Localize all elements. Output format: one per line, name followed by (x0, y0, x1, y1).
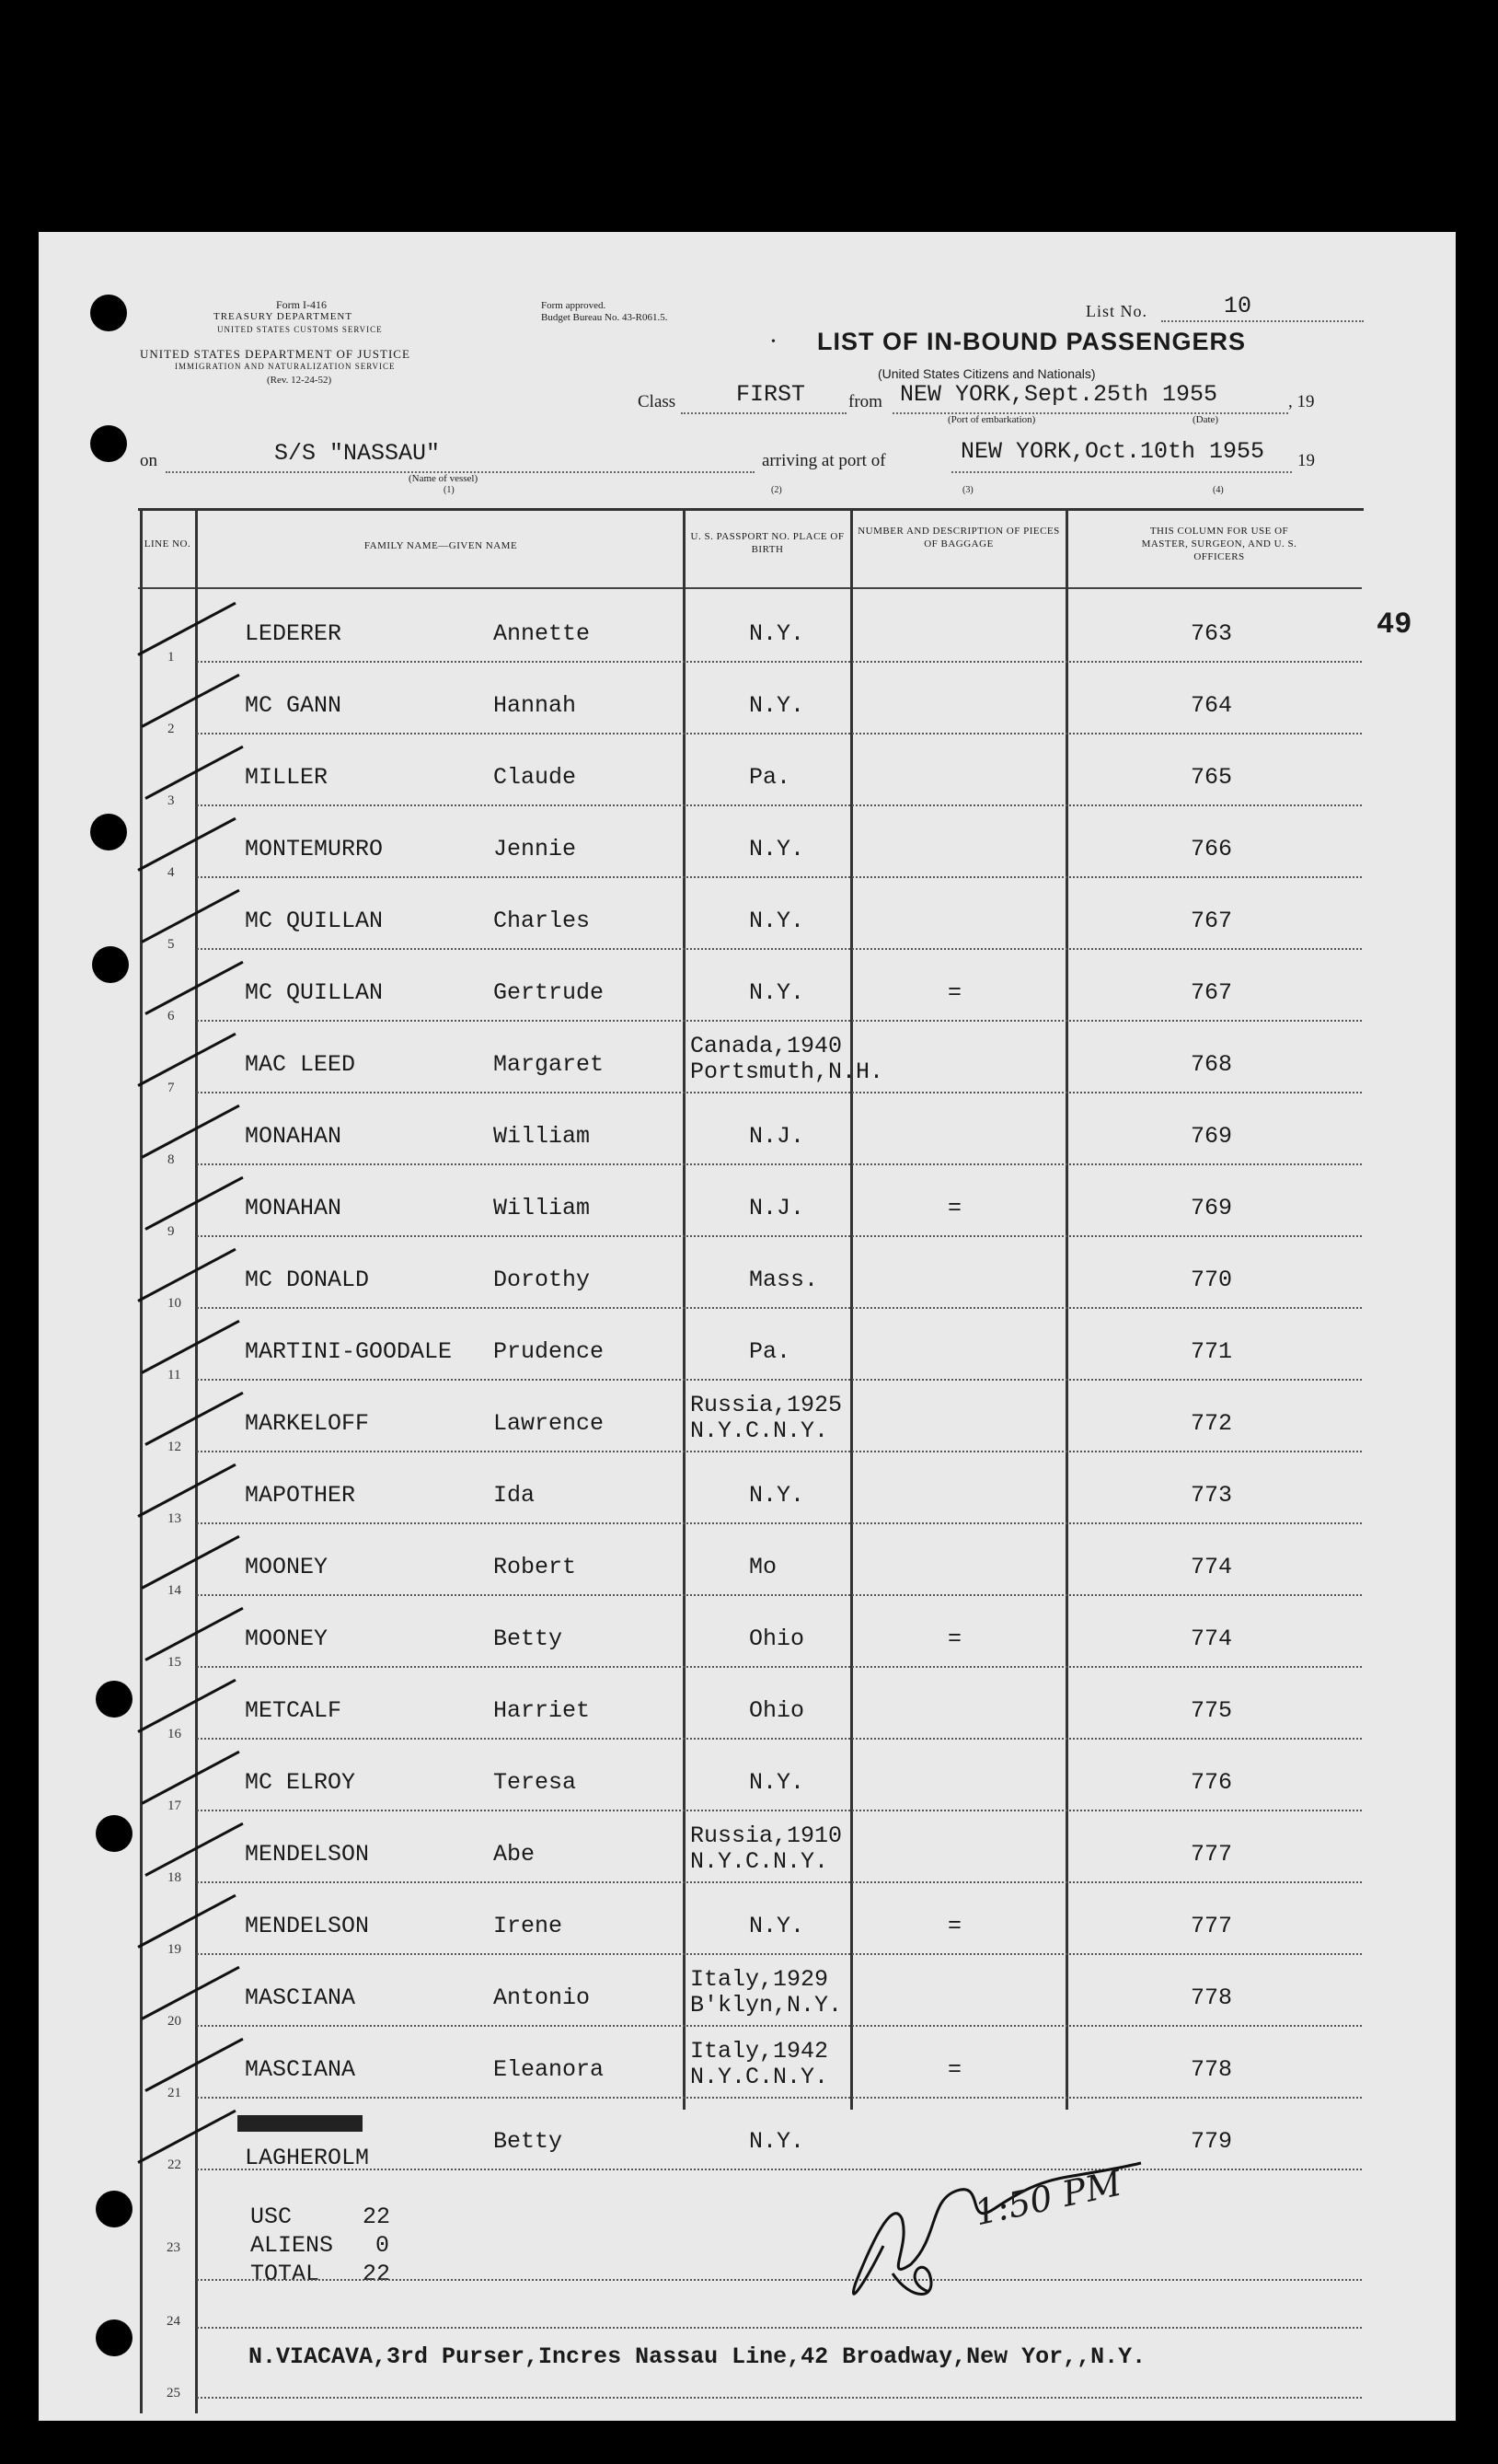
line-number: 24 (167, 2314, 180, 2329)
line-number: 13 (167, 1511, 181, 1526)
row-rule (197, 1738, 1362, 1740)
arriving-value: NEW YORK,Oct.10th 1955 (961, 438, 1265, 465)
family-name: MC ELROY (245, 1769, 356, 1796)
line-number: 9 (167, 1224, 175, 1239)
row-rule (197, 2097, 1362, 2099)
justice-label: UNITED STATES DEPARTMENT OF JUSTICE (140, 347, 410, 361)
given-name: Antonio (493, 1984, 591, 2011)
col-header-baggage: NUMBER AND DESCRIPTION OF PIECES OF BAGGAGE (858, 526, 1060, 549)
signature-time: 1:50 PM (971, 2162, 1125, 2234)
table-header-rule (138, 587, 1362, 589)
class-label: Class (638, 392, 676, 411)
col-header-passport: U. S. PASSPORT NO. PLACE OF BIRTH (690, 531, 845, 555)
birth-place-detail: B'klyn,N.Y. (690, 1992, 843, 2019)
row-rule (197, 1307, 1362, 1309)
row-rule (197, 2169, 1362, 2170)
line-number: 7 (167, 1081, 175, 1095)
given-name: William (493, 1123, 591, 1150)
col-header-line: LINE NO. (144, 538, 191, 549)
col-header-officers: THIS COLUMN FOR USE OF MASTER, SURGEON, AND U. S. OFFICERS (1141, 526, 1297, 562)
row-rule (197, 1810, 1362, 1811)
line-number: 5 (167, 937, 175, 952)
officer-number: 769 (1191, 1123, 1233, 1150)
usc-label: USC (250, 2204, 293, 2230)
page-title: LIST OF IN-BOUND PASSENGERS (817, 328, 1247, 355)
given-name: Robert (493, 1554, 577, 1580)
family-name: METCALF (245, 1697, 342, 1724)
officer-number: 770 (1191, 1267, 1233, 1293)
arriving-line (951, 469, 1292, 473)
line-number: 1 (167, 650, 175, 665)
officer-number: 777 (1191, 1913, 1233, 1939)
aliens-value: 0 (375, 2232, 390, 2259)
given-name: Teresa (493, 1769, 577, 1796)
row-rule (197, 1379, 1362, 1381)
officer-number: 767 (1191, 908, 1233, 934)
row-rule (197, 1451, 1362, 1452)
officer-number: 764 (1191, 692, 1233, 719)
family-name: LEDERER (245, 620, 342, 647)
ins-label: IMMIGRATION AND NATURALIZATION SERVICE (175, 362, 396, 371)
col-num-3: (3) (962, 485, 974, 495)
birth-place: N.Y. (749, 979, 805, 1006)
row-rule (197, 1020, 1362, 1022)
officer-number: 779 (1191, 2128, 1233, 2155)
row-rule (197, 1594, 1362, 1596)
given-name: Abe (493, 1841, 536, 1868)
punch-hole (90, 425, 127, 462)
birth-place: Italy,1929 (690, 1966, 829, 1993)
bullet-mark: • (771, 335, 776, 349)
family-name: MONAHAN (245, 1123, 342, 1150)
birth-place: N.Y. (749, 908, 805, 934)
family-name: MC QUILLAN (245, 908, 384, 934)
given-name: William (493, 1195, 591, 1221)
punch-hole (96, 1815, 133, 1852)
col-num-4: (4) (1213, 485, 1224, 495)
form-number: Form I-416 (276, 298, 327, 311)
birth-place-detail: N.Y.C.N.Y. (690, 1417, 829, 1444)
line-number: 18 (167, 1870, 181, 1885)
col-divider (140, 508, 143, 2413)
form-approved: Form approved. (541, 300, 606, 311)
officer-number: 766 (1191, 836, 1233, 862)
birth-place: N.Y. (749, 692, 805, 719)
purser-signature-line: N.VIACAVA,3rd Purser,Incres Nassau Line,42 Broadway,New Yor,,N.Y. (248, 2343, 1147, 2370)
punch-hole (96, 1681, 133, 1718)
birth-place: Mass. (749, 1267, 819, 1293)
birth-place-detail: Portsmuth,N.H. (690, 1058, 884, 1085)
birth-place: Ohio (749, 1697, 805, 1724)
class-value: FIRST (736, 381, 806, 408)
given-name: Margaret (493, 1051, 605, 1078)
date-label: (Date) (1193, 414, 1219, 425)
list-no-value: 10 (1224, 293, 1252, 319)
year-suffix: , 19 (1288, 392, 1315, 411)
birth-place-detail: N.Y.C.N.Y. (690, 1848, 829, 1875)
line-number: 12 (167, 1440, 181, 1454)
line-number: 23 (167, 2240, 180, 2255)
officer-number: 777 (1191, 1841, 1233, 1868)
given-name: Harriet (493, 1697, 591, 1724)
line-number: 3 (167, 793, 175, 808)
row-rule (197, 876, 1362, 878)
birth-place: Italy,1942 (690, 2038, 829, 2065)
line-number: 11 (167, 1368, 181, 1382)
family-name: MENDELSON (245, 1841, 370, 1868)
line-number: 6 (167, 1009, 175, 1024)
birth-place: Pa. (749, 764, 791, 791)
family-name: MASCIANA (245, 1984, 356, 2011)
col-divider (850, 508, 853, 2110)
col-divider (683, 508, 686, 2110)
line-number: 21 (167, 2086, 181, 2100)
customs-label: UNITED STATES CUSTOMS SERVICE (217, 325, 383, 334)
officer-number: 776 (1191, 1769, 1233, 1796)
from-value: NEW YORK,Sept.25th 1955 (900, 381, 1218, 408)
baggage-ditto: = (948, 1913, 962, 1939)
family-name: MARKELOFF (245, 1410, 370, 1437)
given-name: Charles (493, 908, 591, 934)
given-name: Lawrence (493, 1410, 605, 1437)
family-name: MOONEY (245, 1554, 328, 1580)
officer-number: 763 (1191, 620, 1233, 647)
birth-place: N.Y. (749, 1769, 805, 1796)
col-divider (1066, 508, 1068, 2110)
given-name: Hannah (493, 692, 577, 719)
officer-number: 778 (1191, 1984, 1233, 2011)
officer-number: 771 (1191, 1338, 1233, 1365)
birth-place: N.J. (749, 1123, 805, 1150)
row-rule (197, 2025, 1362, 2027)
row-rule (197, 1163, 1362, 1165)
birth-place: N.Y. (749, 1482, 805, 1509)
row-rule (197, 1953, 1362, 1955)
line-number: 16 (167, 1727, 181, 1741)
birth-place: N.Y. (749, 836, 805, 862)
birth-place: Mo (749, 1554, 778, 1580)
baggage-ditto: = (948, 1625, 962, 1652)
line-number: 8 (167, 1152, 175, 1167)
col-divider (195, 508, 198, 2413)
page-subtitle: (United States Citizens and Nationals) (878, 366, 1096, 381)
line-number: 14 (167, 1583, 181, 1598)
given-name: Claude (493, 764, 577, 791)
table-top-rule (138, 508, 1364, 511)
birth-place: N.Y. (749, 2128, 805, 2155)
family-name: MENDELSON (245, 1913, 370, 1939)
family-name: MONAHAN (245, 1195, 342, 1221)
list-no-line (1161, 318, 1364, 322)
birth-place-detail: N.Y.C.N.Y. (690, 2064, 829, 2090)
line-number: 10 (167, 1296, 181, 1311)
row-rule (197, 948, 1362, 950)
col-header-name: FAMILY NAME—GIVEN NAME (363, 540, 518, 551)
row-rule (197, 1235, 1362, 1237)
row-rule (197, 1666, 1362, 1668)
row-rule (197, 1881, 1362, 1883)
budget-bureau: Budget Bureau No. 43-R061.5. (541, 312, 668, 323)
family-name: MOONEY (245, 1625, 328, 1652)
port-embarkation-label: (Port of embarkation) (948, 414, 1036, 425)
birth-place: Pa. (749, 1338, 791, 1365)
officer-number: 769 (1191, 1195, 1233, 1221)
family-name: MARTINI-GOODALE (245, 1338, 453, 1365)
family-name: MAC LEED (245, 1051, 356, 1078)
family-name: MILLER (245, 764, 328, 791)
aliens-label: ALIENS (250, 2232, 334, 2259)
family-name: MC GANN (245, 692, 342, 719)
birth-place: Russia,1910 (690, 1822, 843, 1849)
line-number: 2 (167, 722, 175, 736)
family-name: LAGHEROLM (245, 2145, 370, 2171)
given-name: Irene (493, 1913, 563, 1939)
birth-place: N.Y. (749, 620, 805, 647)
given-name: Annette (493, 620, 591, 647)
rev-label: (Rev. 12-24-52) (267, 375, 332, 386)
officer-number: 778 (1191, 2056, 1233, 2083)
given-name: Gertrude (493, 979, 605, 1006)
given-name: Ida (493, 1482, 536, 1509)
birth-place: Russia,1925 (690, 1392, 843, 1418)
vessel-value: S/S "NASSAU" (274, 440, 441, 467)
given-name: Jennie (493, 836, 577, 862)
punch-hole (92, 946, 129, 983)
year-suffix-2: 19 (1297, 451, 1315, 470)
margin-page-number: 49 (1377, 607, 1412, 642)
row-rule (197, 2397, 1362, 2399)
officer-number: 774 (1191, 1625, 1233, 1652)
class-line (681, 411, 847, 414)
row-rule (197, 2279, 1362, 2281)
list-no-label: List No. (1086, 302, 1148, 320)
given-name: Prudence (493, 1338, 605, 1365)
baggage-ditto: = (948, 1195, 962, 1221)
punch-hole (96, 2319, 133, 2356)
baggage-ditto: = (948, 2056, 962, 2083)
family-name: MC DONALD (245, 1267, 370, 1293)
punch-hole (96, 2191, 133, 2227)
punch-hole (90, 814, 127, 850)
row-rule (197, 733, 1362, 735)
vessel-label: (Name of vessel) (409, 473, 478, 484)
row-rule (197, 804, 1362, 806)
family-name: MC QUILLAN (245, 979, 384, 1006)
col-num-2: (2) (771, 485, 782, 495)
given-name: Eleanora (493, 2056, 605, 2083)
line-number: 22 (167, 2157, 181, 2172)
officer-number: 773 (1191, 1482, 1233, 1509)
col-num-1: (1) (444, 485, 455, 495)
from-label: from (848, 392, 882, 411)
punch-hole (90, 295, 127, 331)
total-value: 22 (363, 2261, 391, 2287)
row-rule (197, 661, 1362, 663)
row-rule (197, 1092, 1362, 1093)
row-rule (197, 1522, 1362, 1524)
officer-number: 774 (1191, 1554, 1233, 1580)
line-number: 15 (167, 1655, 181, 1670)
usc-value: 22 (363, 2204, 391, 2230)
officer-number: 768 (1191, 1051, 1233, 1078)
total-label: TOTAL (250, 2261, 320, 2287)
baggage-ditto: = (948, 979, 962, 1006)
officer-number: 772 (1191, 1410, 1233, 1437)
birth-place: N.Y. (749, 1913, 805, 1939)
officer-number: 765 (1191, 764, 1233, 791)
struck-out-name (237, 2115, 363, 2132)
on-label: on (140, 451, 157, 470)
birth-place: Ohio (749, 1625, 805, 1652)
line-number: 19 (167, 1942, 181, 1957)
family-name: MAPOTHER (245, 1482, 356, 1509)
birth-place: Canada,1940 (690, 1033, 843, 1059)
family-name: MONTEMURRO (245, 836, 384, 862)
officer-number: 767 (1191, 979, 1233, 1006)
arriving-label: arriving at port of (762, 451, 886, 470)
line-number: 4 (167, 865, 175, 880)
row-rule (197, 2327, 1362, 2329)
treasury-label: TREASURY DEPARTMENT (213, 311, 353, 322)
officer-number: 775 (1191, 1697, 1233, 1724)
line-number: 17 (167, 1799, 181, 1813)
line-number: 20 (167, 2014, 181, 2029)
given-name: Dorothy (493, 1267, 591, 1293)
line-number: 25 (167, 2386, 180, 2400)
family-name: MASCIANA (245, 2056, 356, 2083)
given-name: Betty (493, 2128, 563, 2155)
given-name: Betty (493, 1625, 563, 1652)
birth-place: N.J. (749, 1195, 805, 1221)
